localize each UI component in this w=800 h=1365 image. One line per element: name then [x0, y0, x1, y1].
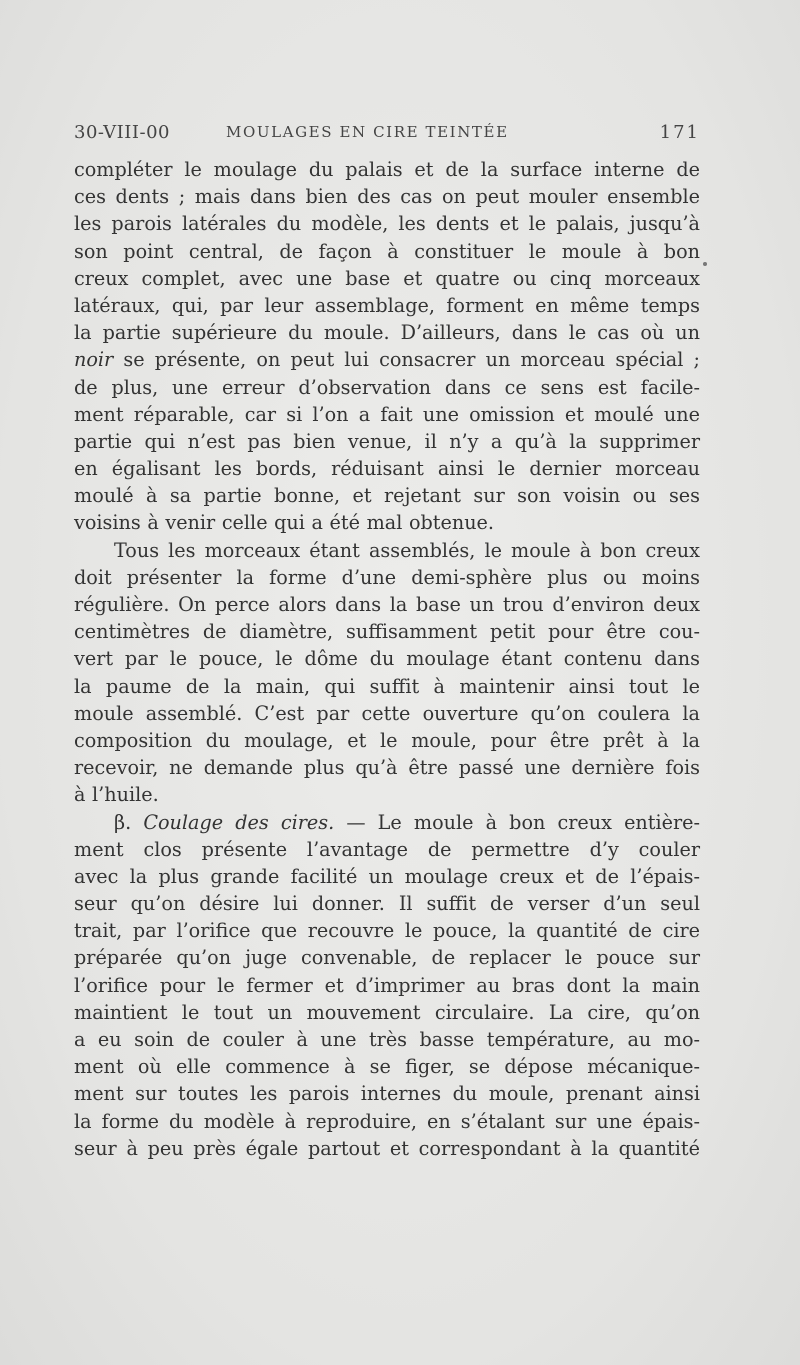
line-text: voisins à venir celle qui a été mal obtenue. — [74, 511, 495, 535]
line-text: doit présenter la forme d’une demi-sphère plus ou moins — [74, 565, 700, 589]
text-line — [74, 781, 700, 808]
line-text: recevoir, ne demande plus qu’à être passé une dernière fois — [74, 756, 700, 780]
text-line — [74, 890, 700, 917]
section-marker: β. — [114, 810, 144, 834]
page-number: 171 — [659, 122, 700, 143]
text-line — [74, 972, 700, 999]
line-text: trait, par l’orifice que recouvre le pouce, la quantité de cire — [74, 919, 700, 943]
line-text: ment clos présente l’avantage de permettre d’y couler — [74, 837, 700, 861]
text-line — [74, 319, 700, 346]
text-line — [74, 509, 700, 536]
text-line — [74, 265, 700, 292]
line-text: ment sur toutes les parois internes du moule, prenant ainsi — [74, 1082, 700, 1106]
text-line — [74, 673, 700, 700]
text-line — [74, 401, 700, 428]
text-line — [74, 183, 700, 210]
text-line — [74, 645, 700, 672]
line-text: vert par le pouce, le dôme du moulage étant contenu dans — [74, 647, 700, 671]
italic-text: noir — [74, 348, 114, 372]
line-text: l’orifice pour le fermer et d’imprimer au bras dont la main — [74, 973, 700, 997]
text-line — [74, 1053, 700, 1080]
text-line — [74, 210, 700, 237]
line-text: ment réparable, car si l’on a fait une omission et moulé une — [74, 402, 700, 426]
italic-text: Coulage des cires. — [143, 810, 335, 834]
text-line — [74, 863, 700, 890]
text-line — [74, 917, 700, 944]
line-text: compléter le moulage du palais et de la surface interne de — [74, 158, 700, 181]
line-text: moule assemblé. C’est par cette ouverture qu’on coulera la — [74, 701, 700, 725]
text-line — [74, 537, 700, 564]
text-line — [74, 238, 700, 265]
text-line — [74, 700, 700, 727]
text-line — [74, 1080, 700, 1107]
text-line — [74, 428, 700, 455]
text-line — [74, 374, 700, 401]
text-line — [74, 455, 700, 482]
line-text: latéraux, qui, par leur assemblage, forment en même temps — [74, 293, 700, 317]
line-text: seur à peu près égale partout et correspondant à la quantité — [74, 1136, 700, 1160]
line-text: en égalisant les bords, réduisant ainsi le dernier morceau — [74, 457, 700, 481]
line-text: seur qu’on désire lui donner. Il suffit de verser d’un seul — [74, 892, 700, 916]
text-line — [74, 836, 700, 863]
text-line — [74, 156, 700, 183]
text-line — [74, 591, 700, 618]
text-line — [74, 999, 700, 1026]
line-text: régulière. On perce alors dans la base un trou d’environ deux — [74, 593, 700, 616]
text-line — [74, 346, 700, 373]
line-text: avec la plus grande facilité un moulage creux et de l’épais- — [74, 864, 700, 888]
line-text: moulé à sa partie bonne, et rejetant sur son voisin ou ses — [74, 484, 700, 508]
line-text: maintient le tout un mouvement circulaire. La cire, qu’on — [74, 1000, 700, 1024]
text-line — [74, 1135, 700, 1162]
line-text: partie qui n’est pas bien venue, il n’y a qu’à la supprimer — [74, 429, 700, 453]
text-line — [74, 754, 700, 781]
text-line — [74, 944, 700, 971]
line-text: les parois latérales du modèle, les dents et le palais, jusqu’à — [74, 212, 700, 236]
line-text: la partie supérieure du moule. D’ailleurs, dans le cas où un — [74, 321, 700, 345]
line-text: Tous les morceaux étant assemblés, le moule à bon creux — [114, 538, 700, 562]
line-text: creux complet, avec une base et quatre ou cinq morceaux — [74, 266, 700, 290]
line-text: centimètres de diamètre, suffisamment petit pour être cou- — [74, 620, 700, 644]
running-header — [74, 122, 700, 148]
line-text: la forme du modèle à reproduire, en s’étalant sur une épais- — [74, 1109, 700, 1133]
text-line — [74, 292, 700, 319]
text-line — [74, 564, 700, 591]
line-text: a eu soin de couler à une très basse température, au mo- — [74, 1028, 700, 1051]
text-line — [74, 618, 700, 645]
text-line — [74, 1108, 700, 1135]
text-line — [74, 482, 700, 509]
line-text: la paume de la main, qui suffit à maintenir ainsi tout le — [74, 674, 700, 698]
text-line — [74, 1026, 700, 1053]
line-text: se présente, on peut lui consacrer un morceau spécial ; — [113, 348, 700, 372]
header-title: MOULAGES EN CIRE TEINTÉE — [226, 123, 509, 141]
line-text: ces dents ; mais dans bien des cas on peut mouler ensemble — [74, 185, 700, 209]
line-text: à l’huile. — [74, 783, 159, 807]
text-line — [74, 809, 700, 836]
line-text: — Le moule à bon creux entière- — [334, 810, 701, 834]
text-line — [74, 727, 700, 754]
line-text: préparée qu’on juge convenable, de replacer le pouce sur — [74, 946, 700, 970]
body-text — [74, 156, 700, 1162]
line-text: son point central, de façon à constituer le moule à bon — [74, 239, 700, 263]
line-text: ment où elle commence à se figer, se dépose mécanique- — [74, 1055, 700, 1079]
header-date-code: 30-VIII-00 — [74, 122, 170, 143]
print-speck — [703, 262, 707, 266]
line-text: de plus, une erreur d’observation dans ce sens est facile- — [74, 375, 700, 399]
line-text: composition du moulage, et le moule, pour être prêt à la — [74, 728, 700, 752]
